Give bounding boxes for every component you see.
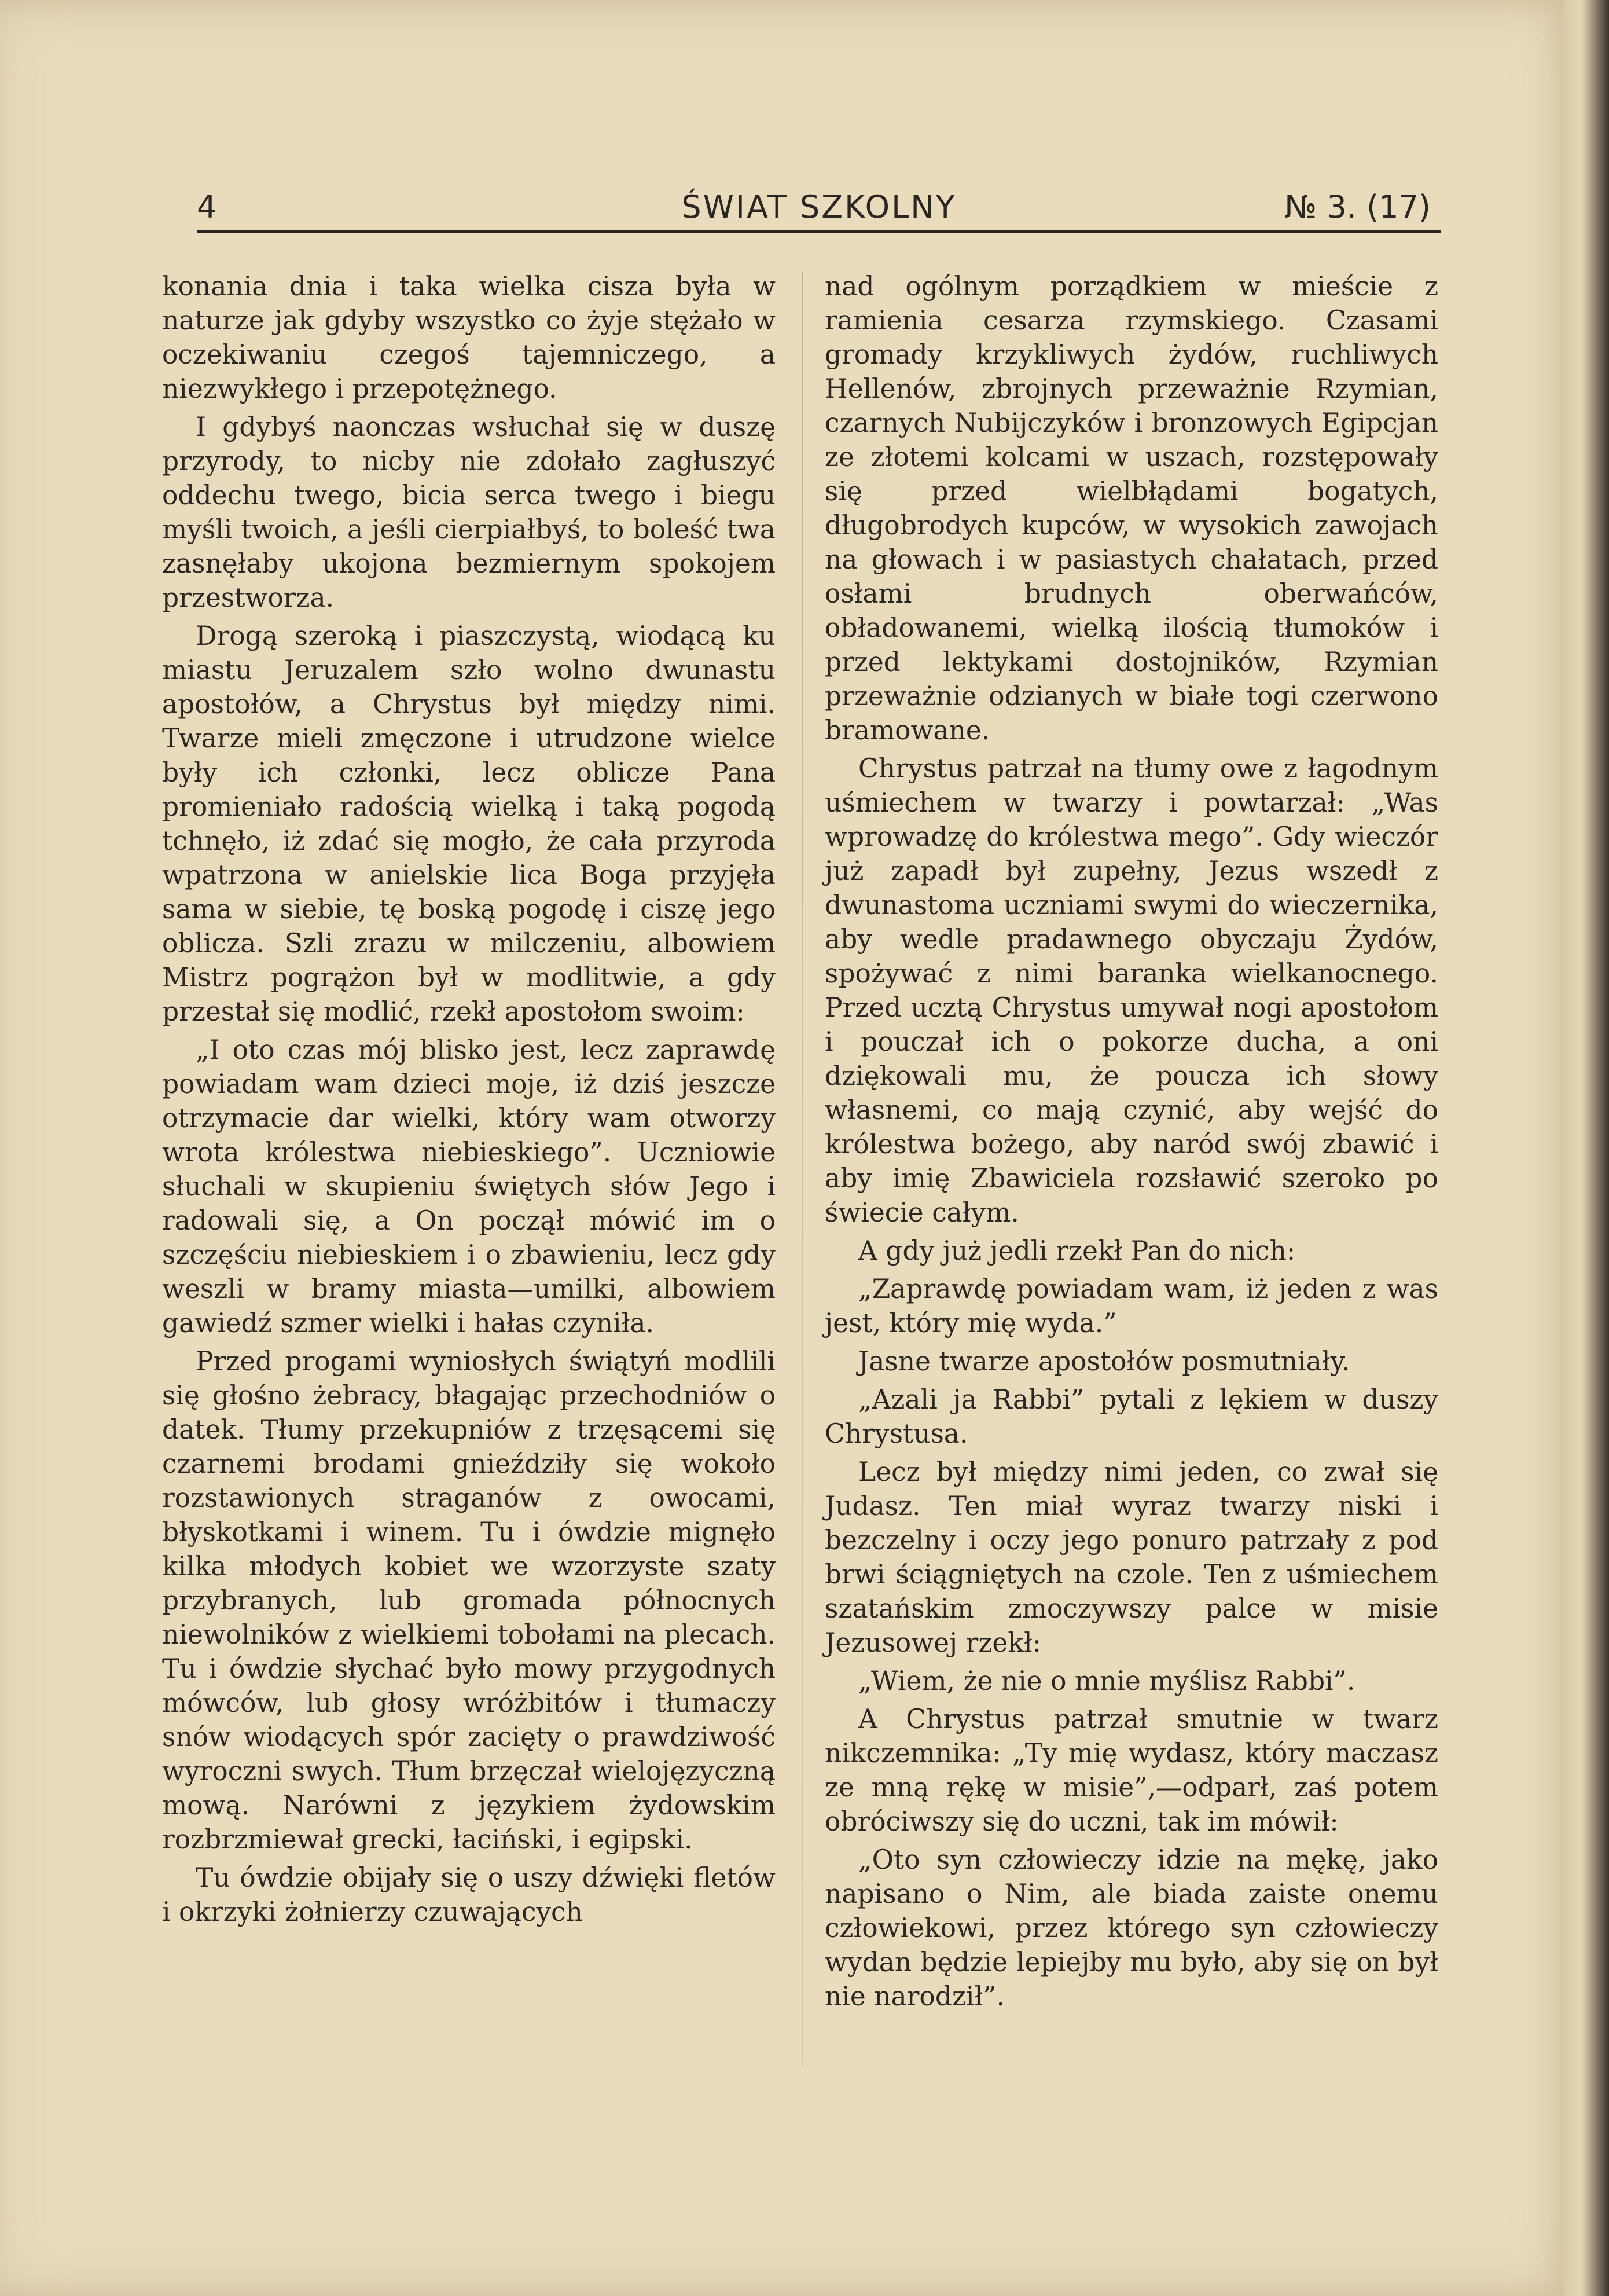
paragraph: konania dnia i taka wielka cisza była w naturze jak gdyby wszystko co żyje stężało w oczekiwaniu czegoś tajemniczego, a niezwykłego i przepotężnego. <box>162 271 776 404</box>
paragraph: A gdy już jedli rzekł Pan do nich: <box>858 1235 1296 1266</box>
paragraph: Lecz był między nimi jeden, co zwał się Judasz. Ten miał wyraz twarzy niski i bezczelny i oczy jego ponuro patrzały z pod brwi ściągniętych na czole. Ten z uśmiechem szatańskim zmoczywszy palce w misie Jezusowej rzekł: <box>825 1457 1438 1658</box>
paragraph: A Chrystus patrzał smutnie w twarz nikczemnika: „Ty mię wydasz, który maczasz ze mną rękę w misie”,—odparł, zaś potem obróciwszy się do uczni, tak im mówił: <box>825 1704 1438 1837</box>
paragraph: Drogą szeroką i piaszczystą, wiodącą ku miastu Jeruzalem szło wolno dwunastu apostołów, a Chrystus był między nimi. Twarze mieli zmęczone i utrudzone wielce były ich członki, lecz oblicze Pana promieniało radością wielką i taką pogodą tchnęło, iż zdać się mogło, że cała przyroda wpatrzona w anielskie lica Boga przyjęła sama w siebie, tę boską pogodę i ciszę jego oblicza. Szli zrazu w milczeniu, albowiem Mistrz pogrążon był w modlitwie, a gdy przestał się modlić, rzekł apostołom swoim: <box>162 621 776 1027</box>
paragraph: „Zaprawdę powiadam wam, iż jeden z was jest, który mię wyda.” <box>825 1274 1438 1338</box>
paragraph: Tu ówdzie obijały się o uszy dźwięki fletów i okrzyki żołnierzy czuwających <box>162 1862 776 1927</box>
left-column <box>162 269 776 1933</box>
paragraph: „Oto syn człowieczy idzie na mękę, jako napisano o Nim, ale biada zaiste onemu człowiekowi, przez którego syn człowieczy wydan będzie lepiejby mu było, aby się on był nie narodził”. <box>825 1844 1438 2012</box>
paragraph: Chrystus patrzał na tłumy owe z łagodnym uśmiechem w twarzy i powtarzał: „Was wprowadzę do królestwa mego”. Gdy wieczór już zapadł był zupełny, Jezus wszedł z dwunastoma uczniami swymi do wieczernika, aby wedle pradawnego obyczaju Żydów, spożywać z nimi baranka wielkanocnego. Przed ucztą Chrystus umywał nogi apostołom i pouczał ich o pokorze ducha, a oni dziękowali mu, że poucza ich słowy własnemi, co mają czynić, aby wejść do królestwa bożego, aby naród swój zbawić i aby imię Zbawiciela rozsławić szeroko po świecie całym. <box>825 753 1438 1228</box>
paragraph: Przed progami wyniosłych świątyń modlili się głośno żebracy, błagając przechodniów o datek. Tłumy przekupniów z trzęsącemi się czarnemi brodami gnieździły się wokoło rozstawionych straganów z owocami, błyskotkami i winem. Tu i ówdzie mignęło kilka młodych kobiet we wzorzyste szaty przybranych, lub gromada północnych niewolników z wielkiemi tobołami na plecach. Tu i ówdzie słychać było mowy przygodnych mówców, lub głosy wróżbitów i tłumaczy snów wiodących spór zacięty o prawdziwość wyroczni swych. Tłum brzęczał wielojęzyczną mową. Narówni z językiem żydowskim rozbrzmiewał grecki, łaciński, i egipski. <box>162 1346 776 1855</box>
paragraph: I gdybyś naonczas wsłuchał się w duszę przyrody, to nicby nie zdołało zagłuszyć oddechu twego, bicia serca twego i biegu myśli twoich, a jeśli cierpiałbyś, to boleść twa zasnęłaby ukojona bezmiernym spokojem przestworza. <box>162 412 776 613</box>
issue-number: № 3. (17) <box>1284 189 1431 225</box>
paragraph: „I oto czas mój blisko jest, lecz zaprawdę powiadam wam dzieci moje, iż dziś jeszcze otrzymacie dar wielki, który wam otworzy wrota królestwa niebieskiego”. Uczniowie słuchali w skupieniu świętych słów Jego i radowali się, a On począł mówić im o szczęściu niebieskiem i o zbawieniu, lecz gdy weszli w bramy miasta—umilki, albowiem gawiedź szmer wielki i hałas czyniła. <box>162 1035 776 1338</box>
paragraph: „Azali ja Rabbi” pytali z lękiem w duszy Chrystusa. <box>825 1384 1438 1449</box>
page-number: 4 <box>197 189 217 225</box>
column-divider <box>802 272 803 2067</box>
page-header <box>197 184 1441 233</box>
paragraph: Jasne twarze apostołów posmutniały. <box>858 1346 1350 1377</box>
paragraph: „Wiem, że nie o mnie myślisz Rabbi”. <box>858 1666 1355 1696</box>
right-column <box>825 269 1438 2018</box>
paragraph: nad ogólnym porządkiem w mieście z ramienia cesarza rzymskiego. Czasami gromady krzykliwych żydów, ruchliwych Hellenów, zbrojnych przeważnie Rzymian, czarnych Nubijczyków i bronzowych Egipcjan ze złotemi kolcami w uszach, rozstępowały się przed wielbłądami bogatych, długobrodych kupców, w wysokich zawojach na głowach i w pasiastych chałatach, przed osłami brudnych oberwańców, obładowanemi, wielką ilością tłumoków i przed lektykami dostojników, Rzymian przeważnie odzianych w białe togi czerwono bramowane. <box>825 271 1438 746</box>
publication-title: ŚWIAT SZKOLNY <box>681 189 957 225</box>
page-edge <box>1563 0 1609 2296</box>
